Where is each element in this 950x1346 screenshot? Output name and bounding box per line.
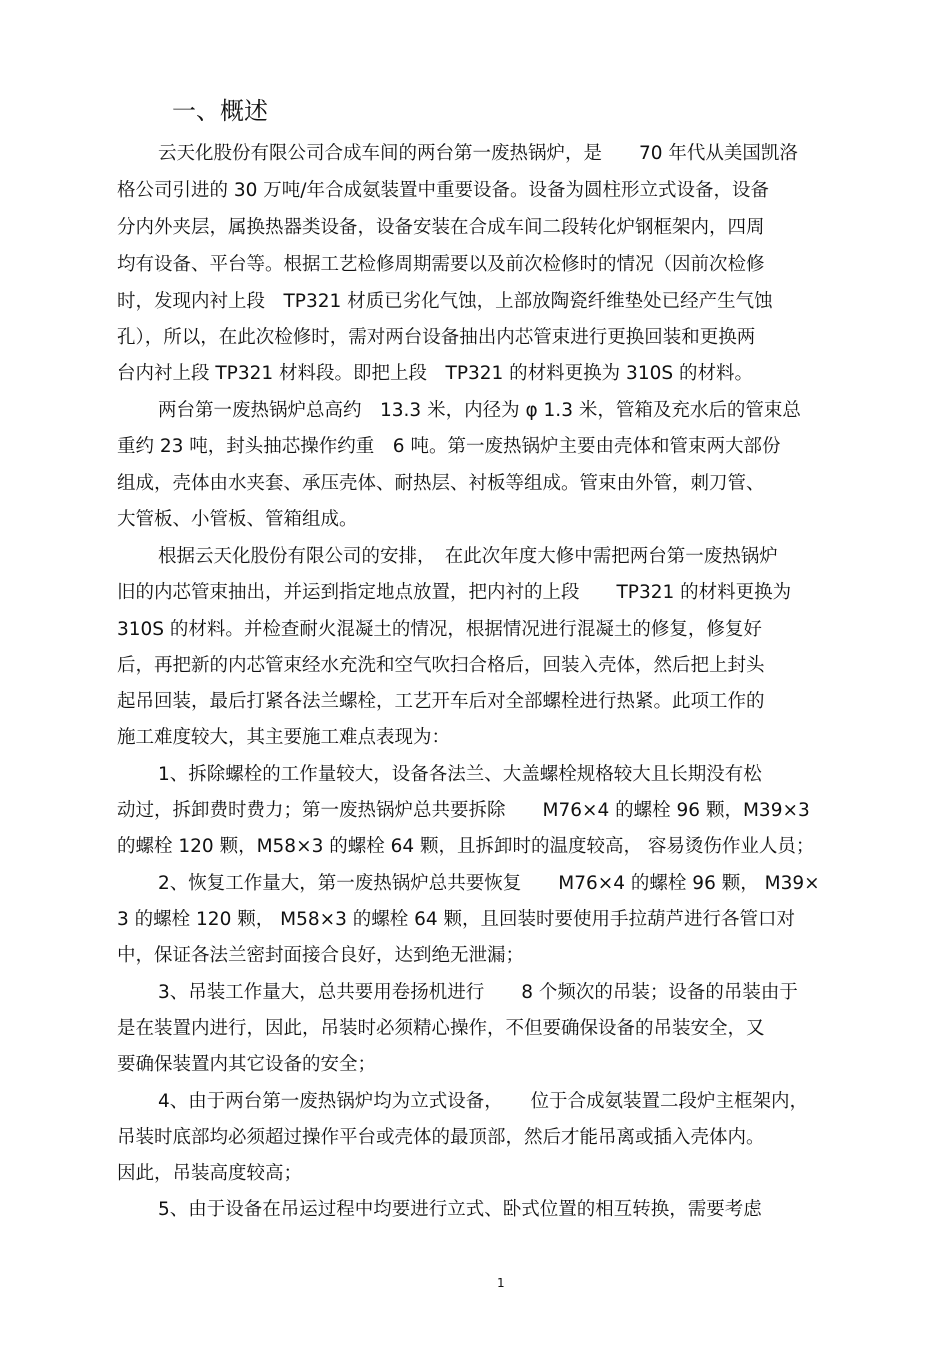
text-line: 大管板、小管板、管箱组成。	[117, 509, 358, 530]
section-heading: 一、概述	[172, 97, 268, 125]
text-line: 是在装置内进行，因此，吊装时必须精心操作，不但要确保设备的吊装安全，又	[117, 1018, 765, 1039]
text-line: 后，再把新的内芯管束经水充洗和空气吹扫合格后，回装入壳体，然后把上封头	[117, 655, 765, 676]
text-line: 两台第一废热锅炉总高约 13.3 米，内径为 φ 1.3 米，管箱及充水后的管束总	[158, 400, 801, 421]
text-line: 4、由于两台第一废热锅炉均为立式设备， 位于合成氨装置二段炉主框架内，	[158, 1091, 809, 1112]
text-line: 云天化股份有限公司合成车间的两台第一废热锅炉，是 70 年代从美国凯洛	[158, 143, 798, 164]
text-line: 310S 的材料。并检查耐火混凝土的情况，根据情况进行混凝土的修复，修复好	[117, 619, 762, 640]
text-line: 孔），所以，在此次检修时，需对两台设备抽出内芯管束进行更换回装和更换两	[117, 327, 756, 348]
text-line: 2、恢复工作量大，第一废热锅炉总共要恢复 M76×4 的螺栓 96 颗， M39×	[158, 873, 820, 894]
text-line: 1、拆除螺栓的工作量较大，设备各法兰、大盖螺栓规格较大且长期没有松	[158, 764, 762, 785]
text-line: 台内衬上段 TP321 材料段。即把上段 TP321 的材料更换为 310S 的材料。	[117, 363, 753, 384]
text-line: 5、由于设备在吊运过程中均要进行立式、卧式位置的相互转换，需要考虑	[158, 1199, 762, 1220]
text-line: 要确保装置内其它设备的安全；	[117, 1054, 377, 1075]
text-line: 吊装时底部均必须超过操作平台或壳体的最顶部，然后才能吊离或插入壳体内。	[117, 1127, 765, 1148]
text-line: 的螺栓 120 颗，M58×3 的螺栓 64 颗，且拆卸时的温度较高， 容易烫伤作业人员；	[117, 836, 815, 857]
text-line: 时，发现内衬上段 TP321 材质已劣化气蚀，上部放陶瓷纤维垫处已经产生气蚀	[117, 291, 773, 312]
page-number: 1	[497, 1276, 505, 1290]
text-line: 3 的螺栓 120 颗， M58×3 的螺栓 64 颗，且回装时要使用手拉葫芦进行各管口对	[117, 909, 796, 930]
text-line: 3、吊装工作量大，总共要用卷扬机进行 8 个频次的吊装；设备的吊装由于	[158, 982, 798, 1003]
text-line: 动过，拆卸费时费力；第一废热锅炉总共要拆除 M76×4 的螺栓 96 颗，M39×3	[117, 800, 810, 821]
text-line: 中，保证各法兰密封面接合良好，达到绝无泄漏；	[117, 945, 525, 966]
text-line: 组成，壳体由水夹套、承压壳体、耐热层、衬板等组成。管束由外管，刺刀管、	[117, 473, 765, 494]
text-line: 根据云天化股份有限公司的安排， 在此次年度大修中需把两台第一废热锅炉	[158, 546, 778, 567]
text-line: 分内外夹层，属换热器类设备，设备安装在合成车间二段转化炉钢框架内，四周	[117, 217, 765, 238]
text-line: 起吊回装，最后打紧各法兰螺栓，工艺开车后对全部螺栓进行热紧。此项工作的	[117, 691, 765, 712]
text-line: 格公司引进的 30 万吨/年合成氨装置中重要设备。设备为圆柱形立式设备，设备	[117, 180, 770, 201]
text-line: 施工难度较大，其主要施工难点表现为：	[117, 727, 451, 748]
text-line: 均有设备、平台等。根据工艺检修周期需要以及前次检修时的情况（因前次检修	[117, 254, 765, 275]
text-line: 旧的内芯管束抽出，并运到指定地点放置，把内衬的上段 TP321 的材料更换为	[117, 582, 792, 603]
text-line: 重约 23 吨，封头抽芯操作约重 6 吨。第一废热锅炉主要由壳体和管束两大部份	[117, 436, 781, 457]
text-line: 因此，吊装高度较高；	[117, 1163, 303, 1184]
